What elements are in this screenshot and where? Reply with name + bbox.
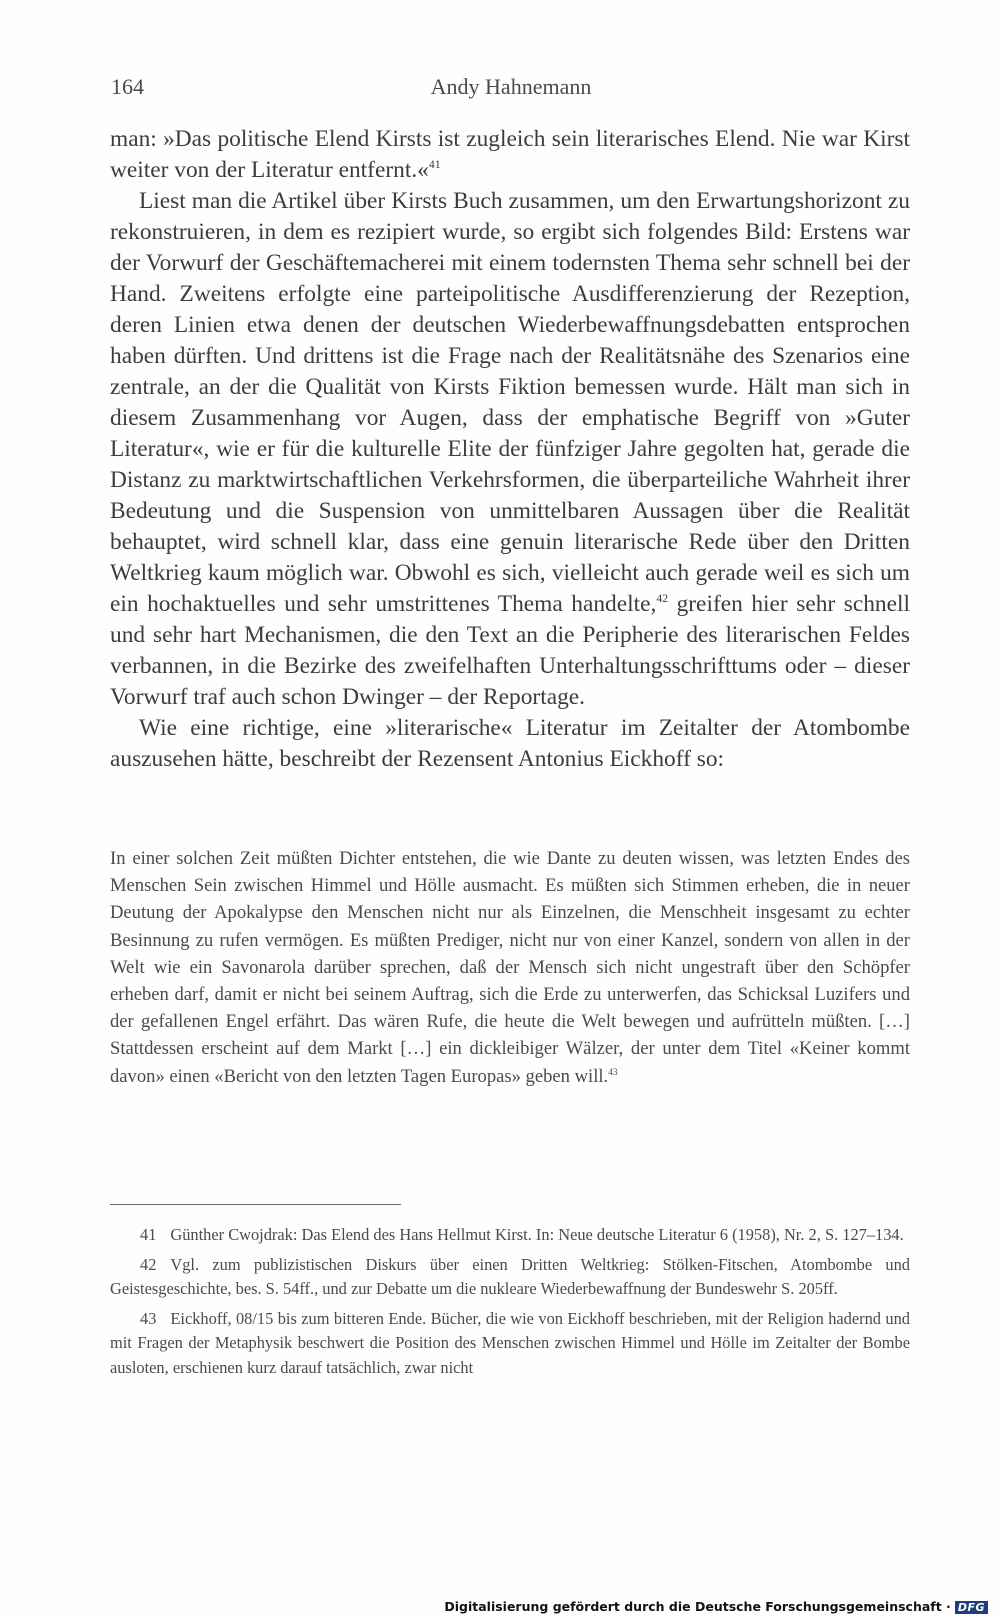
page-number: 164	[111, 74, 144, 99]
footnote-text: Eickhoff, 08/15 bis zum bitteren Ende. Bücher, die wie von Eickhoff beschrieben, mit der Religion hadernd und mit Fragen der Metaphysik beschwert die Position des Menschen zwischen Himmel und Hölle im Zeitalter der Bombe ausloten, erschienen kurz darauf tatsächlich, zwar nicht	[110, 1308, 910, 1377]
paragraph-text: man: »Das politische Elend Kirsts ist zugleich sein literarisches Elend. Nie war Kirst weiter von der Literatur entfernt.«	[110, 126, 910, 183]
footnote-number: 41	[140, 1225, 157, 1244]
quotation-text: In einer solchen Zeit müßten Dichter entstehen, die wie Dante zu deuten wissen, was letzten Endes des Menschen Sein zwischen Himmel und Hölle ausmacht. Es müßten sich Stimmen erheben, die in neuer Deutung der Apokalypse den Menschen nicht nur als Einzelnen, die Menschheit insgesamt zu echter Besinnung zu rufen vermögen. Es müßten Prediger, nicht nur von einer Kanzel, sondern von allen in der Welt wie ein Savonarola darüber sprechen, daß der Mensch sich nicht ungestraft über den Schöpfer erheben darf, damit er nicht bei seinem Auftrag, sich die Erde zu unterwerfen, das Schicksal Luzifers und der gefallenen Engel erfährt. Das wären Rufe, die heute die Welt bewegen und aufrütteln müßten. […] Stattdessen erscheint auf dem Markt […] ein dickleibiger Wälzer, der unter dem Titel «Keiner kommt davon» einen «Bericht von den letzten Tagen Europas» geben will.	[110, 848, 910, 1087]
footnote-reference: 43	[608, 1067, 618, 1078]
footnote-number: 42	[140, 1254, 157, 1274]
paragraph-text: Liest man die Artikel über Kirsts Buch zusammen, um den Erwartungshorizont zu rekonstruieren, in dem es rezipiert wurde, so ergibt sich folgendes Bild: Erstens war der Vorwurf der Geschäftemacherei mit einem todernsten Thema sehr schnell bei der Hand. Zweitens erfolgte eine parteipolitische Ausdifferenzierung der Rezeption, deren Linien etwa denen der deutschen Wiederbewaffnungsdebatten entsprochen haben dürften. Und drittens ist die Frage nach der Realitätsnähe des Szenarios eine zentrale, an der die Qualität von Kirsts Fiktion bemessen wurde. Hält man sich in diesem Zusammenhang vor Augen, dass der emphatische Begriff von »Guter Literatur«, wie er für die kulturelle Elite der fünfziger Jahre gegolten hat, gerade die Distanz zu marktwirtschaftlichen Verkehrsformen, die überparteiliche Wahrheit ihrer Bedeutung und die Suspension von unmittelbaren Aussagen über die Realität behauptet, wird schnell klar, dass eine genuin literarische Rede über den Dritten Weltkrieg kaum möglich war. Obwohl es sich, vielleicht auch gerade weil es sich um ein hochaktuelles und sehr umstrittenes Thema handelte,	[110, 188, 910, 617]
footnote	[110, 1253, 910, 1302]
footnote-separator	[110, 1204, 401, 1205]
main-text	[110, 124, 910, 775]
footnote-text: Vgl. zum publizistischen Diskurs über einen Dritten Weltkrieg: Stölken-Fitschen, Atombombe und Geistesgeschichte, bes. S. 54ff., und zur Debatte um die nukleare Wiederbewaffnung der Bundeswehr S. 205ff.	[110, 1254, 910, 1298]
paragraph-continuation	[110, 124, 910, 186]
paragraph	[110, 186, 910, 713]
credit-text: Digitalisierung gefördert durch die Deutsche Forschungsgemeinschaft ·	[444, 1599, 951, 1614]
footnote	[110, 1223, 910, 1248]
footnote-text: Günther Cwojdrak: Das Elend des Hans Hellmut Kirst. In: Neue deutsche Literatur 6 (1958), Nr. 2, S. 127–134.	[170, 1225, 904, 1244]
block-quotation	[110, 845, 910, 1090]
quotation-paragraph	[110, 845, 910, 1090]
footnotes	[110, 1223, 910, 1385]
footnote-reference: 41	[428, 158, 441, 172]
digitization-credit	[444, 1599, 988, 1614]
paragraph	[110, 713, 910, 775]
footnote-reference: 42	[656, 592, 669, 606]
paragraph-text: Wie eine richtige, eine »literarische« Literatur im Zeitalter der Atombombe auszusehen hätte, beschreibt der Rezensent Antonius Eickhoff so:	[110, 715, 910, 772]
running-head-author: Andy Hahnemann	[430, 74, 592, 99]
footnote	[110, 1307, 910, 1381]
running-head	[111, 74, 911, 104]
dfg-logo: DFG	[955, 1601, 988, 1614]
paragraph-text: greifen hier sehr schnell und sehr hart Mechanismen, die den Text an die Peripherie des literarischen Feldes verbannen, in die Bezirke des zweifelhaften Unterhaltungsschrifttums oder – dieser Vorwurf traf auch schon Dwinger – der Reportage.	[110, 591, 910, 710]
footnote-number: 43	[140, 1308, 157, 1328]
